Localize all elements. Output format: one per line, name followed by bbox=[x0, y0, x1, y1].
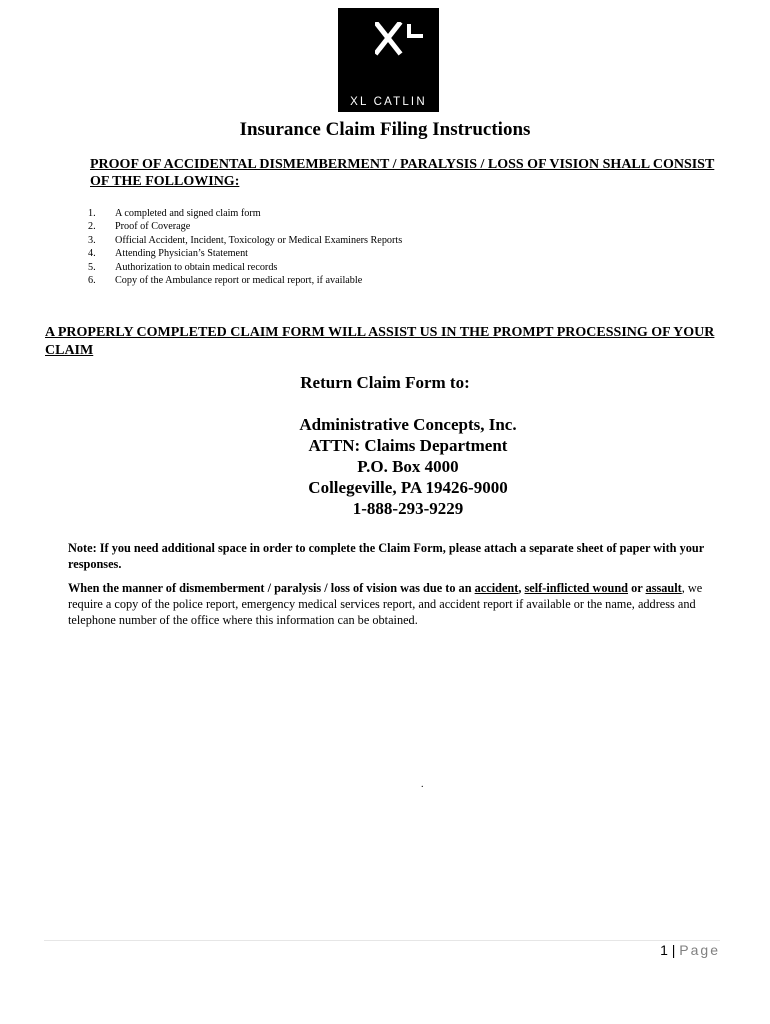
xl-catlin-logo bbox=[338, 8, 439, 112]
address-phone: 1-888-293-9229 bbox=[352, 499, 464, 518]
note-paragraph: Note: If you need additional space in order to complete the Claim Form, please attach a separate sheet of paper with your responses. bbox=[68, 541, 704, 571]
address-company: Administrative Concepts, Inc. bbox=[299, 415, 517, 434]
page-title: Insurance Claim Filing Instructions bbox=[239, 119, 531, 140]
return-label: Return Claim Form to: bbox=[300, 373, 470, 392]
proof-requirements-heading: PROOF OF ACCIDENTAL DISMEMBERMENT / PARALYSIS / LOSS OF VISION SHALL CONSIST OF THE FOLLOWING: bbox=[90, 157, 715, 189]
page-number: 1 bbox=[660, 942, 668, 958]
self-inflicted-term: self-inflicted wound bbox=[524, 581, 629, 595]
list-item: 4. Attending Physician’s Statement bbox=[88, 248, 248, 260]
manner-paragraph: When the manner of dismemberment / paralysis / loss of vision was due to an accident, self-inflicted wound or assault, we require a copy of the police report, emergency medical services report, and accident report if available or the name, address and telephone number of the office where this information can be obtained. bbox=[68, 581, 703, 627]
address-attn: ATTN: Claims Department bbox=[308, 436, 508, 455]
address-city: Collegeville, PA 19426-9000 bbox=[308, 478, 508, 497]
page-number-footer: 1 | Page bbox=[660, 942, 720, 958]
logo-brand-text: XL CATLIN bbox=[350, 96, 427, 108]
page-label: Page bbox=[679, 942, 720, 958]
list-item: 3. Official Accident, Incident, Toxicology or Medical Examiners Reports bbox=[88, 234, 403, 246]
footer-divider bbox=[44, 940, 720, 941]
address-po-box: P.O. Box 4000 bbox=[357, 457, 459, 476]
stray-dot: . bbox=[421, 779, 424, 790]
list-item: 2. Proof of Coverage bbox=[88, 221, 191, 233]
mailing-address bbox=[0, 414, 770, 519]
requirements-list bbox=[88, 207, 402, 287]
xl-logo-mark-icon bbox=[375, 22, 437, 56]
list-item: 1. A completed and signed claim form bbox=[88, 208, 261, 219]
assault-term: assault bbox=[645, 581, 682, 595]
assist-heading: A PROPERLY COMPLETED CLAIM FORM WILL ASSIST US IN THE PROMPT PROCESSING OF YOUR CLAIM bbox=[45, 325, 715, 358]
list-item: 5. Authorization to obtain medical records bbox=[88, 261, 278, 273]
accident-term: accident bbox=[474, 581, 519, 595]
list-item: 6. Copy of the Ambulance report or medical report, if available bbox=[88, 275, 363, 287]
